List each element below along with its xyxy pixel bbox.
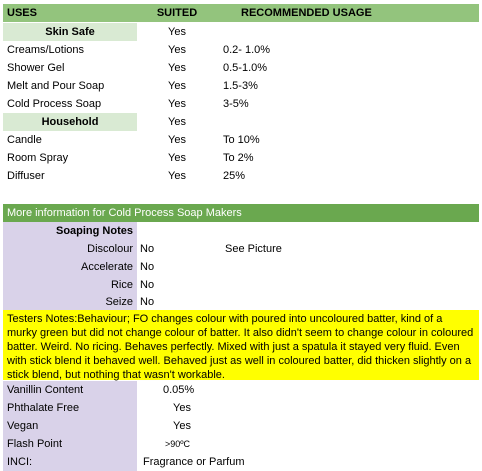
table-row [3,240,479,258]
table-row [3,167,479,185]
table-header [3,4,479,22]
soaping-label: Rice [3,276,137,294]
use-label: Candle [7,134,42,146]
info-label: Vegan [3,417,137,435]
soaping-note [217,258,479,276]
suited-value: Yes [168,44,186,56]
soaping-note: See Picture [225,243,282,255]
skin-safe-suited: Yes [168,26,186,38]
info-label: INCI: [3,453,137,471]
soaping-label: Discolour [3,240,137,258]
info-value: Fragrance or Parfum [143,456,245,468]
soaping-label: Seize [3,293,137,311]
soaping-value: No [140,296,155,308]
table-row [3,41,479,59]
household-suited: Yes [168,116,186,128]
suited-value: Yes [168,98,186,110]
table-row [3,149,479,167]
suited-value: Yes [168,152,186,164]
testers-notes: Testers Notes:Behaviour; FO changes colour with poured into uncoloured batter, kind of a murky green but did not change colour of batter. It also didn't seem to change colour in coloured batter. Weird. No ricing. Behaves perfectly. Mixed with just a spatula it stayed very fluid. Even with stick blend it behaved well. Behaved just as well in coloured batter, did thicken slightly on a stick blend, but nothing that wasn't workable. [3,310,479,380]
usage-value: 0.5-1.0% [223,62,268,74]
table-row [3,276,479,294]
usage-value: 0.2- 1.0% [223,44,271,56]
header-recommended-usage: RECOMMENDED USAGE [241,7,372,19]
household-row [3,113,479,131]
info-label: Vanillin Content [3,381,137,399]
table-row [3,131,479,149]
header-suited: SUITED [156,7,198,19]
info-value: >90ºC [165,439,191,449]
info-label: Flash Point [3,435,137,453]
table-row [3,381,479,399]
table-row [3,435,479,453]
usage-value: 3-5% [223,98,249,110]
table-row [3,293,479,311]
use-label: Melt and Pour Soap [7,80,105,92]
table-row [3,59,479,77]
use-label: Cold Process Soap [7,98,102,110]
info-value: Yes [173,402,191,414]
info-value: 0.05% [163,384,195,396]
soaping-note [217,293,479,311]
skin-safe-row [3,23,479,41]
soaping-value: No [140,279,155,291]
soaping-label: Accelerate [3,258,137,276]
usage-value: 1.5-3% [223,80,258,92]
skin-safe-label: Skin Safe [3,23,137,41]
cold-process-banner [3,204,479,222]
usage-value: To 10% [223,134,260,146]
suited-value: Yes [168,62,186,74]
suited-value: Yes [168,80,186,92]
household-label: Household [3,113,137,131]
info-label: Phthalate Free [3,399,137,417]
cold-process-banner-text: More information for Cold Process Soap Makers [7,207,242,219]
soaping-notes-label: Soaping Notes [3,222,137,240]
table-row [3,77,479,95]
use-label: Room Spray [7,152,69,164]
suited-value: Yes [168,170,186,182]
table-row [3,95,479,113]
soaping-value: No [140,243,155,255]
table-row [3,399,479,417]
table-row [3,417,479,435]
usage-value: 25% [223,170,246,182]
table-row [3,258,479,276]
soaping-notes-row [3,222,479,240]
use-label: Diffuser [7,170,45,182]
usage-value: To 2% [223,152,254,164]
soaping-note [217,276,479,294]
header-uses: USES [7,7,37,19]
soaping-value: No [140,261,155,273]
use-label: Creams/Lotions [7,44,85,56]
table-row [3,453,479,471]
use-label: Shower Gel [7,62,65,74]
suited-value: Yes [168,134,186,146]
info-value: Yes [173,420,191,432]
